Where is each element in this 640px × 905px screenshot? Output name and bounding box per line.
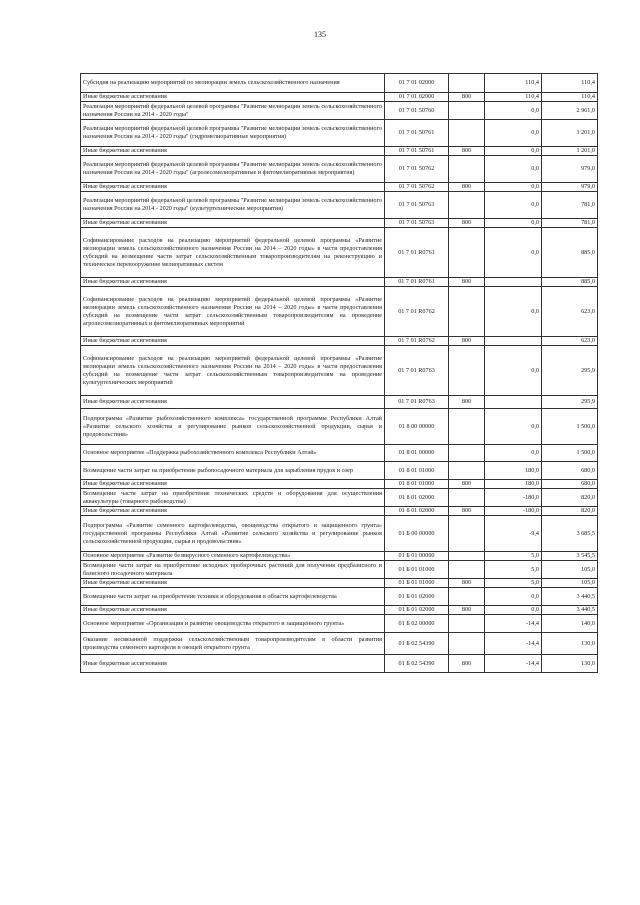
table-row — [81, 74, 598, 93]
row-amount-change: 180,0 — [485, 480, 542, 489]
row-code: 01 Б 02 54390 — [385, 655, 449, 673]
row-code: 01 7 01 02000 — [385, 74, 449, 93]
row-expense-type — [449, 74, 485, 93]
row-amount-total: 3 440,5 — [542, 588, 598, 606]
row-amount-change — [485, 337, 542, 346]
row-description: Софинансирование расходов на реализацию мероприятий федеральной целевой программы «Развитие мелиорации земель сельскохозяйственного назначения России на 2014 – 2020 годы» в части предоставления субсидий на возмещение части затрат сельскохозяйственным товаропроизводителям на проведение культуртехнических мероприятий — [81, 346, 385, 396]
row-code: 01 8 01 00000 — [385, 445, 449, 462]
row-amount-total: 1 500,0 — [542, 409, 598, 445]
row-amount-total: 295,9 — [542, 396, 598, 409]
row-amount-change: -9,4 — [485, 516, 542, 552]
table-row — [81, 183, 598, 192]
table-row — [81, 278, 598, 287]
row-amount-change: 110,4 — [485, 74, 542, 93]
table-row — [81, 219, 598, 228]
row-description: Иные бюджетные ассигнования — [81, 655, 385, 673]
row-amount-change: 5,0 — [485, 552, 542, 561]
row-amount-change: 0,0 — [485, 147, 542, 156]
row-amount-change: -180,0 — [485, 489, 542, 507]
row-description: Субсидия на реализацию мероприятий по мелиорации земель сельскохозяйственного назначения — [81, 74, 385, 93]
row-description: Иные бюджетные ассигнования — [81, 507, 385, 516]
row-amount-total: 1 500,0 — [542, 445, 598, 462]
row-code: 01 Б 01 01000 — [385, 579, 449, 588]
row-amount-total: 105,0 — [542, 561, 598, 579]
row-amount-total: 1 201,0 — [542, 120, 598, 147]
row-amount-change: -180,0 — [485, 507, 542, 516]
row-code: 01 7 01 R0763 — [385, 396, 449, 409]
table-row — [81, 346, 598, 396]
table-row — [81, 579, 598, 588]
table-row — [81, 396, 598, 409]
row-code: 01 7 01 R0761 — [385, 228, 449, 278]
table-row — [81, 93, 598, 102]
row-code: 01 7 01 02000 — [385, 93, 449, 102]
row-expense-type — [449, 561, 485, 579]
row-amount-change: 180,0 — [485, 462, 542, 480]
budget-table-body — [81, 74, 598, 673]
row-amount-change: 0,0 — [485, 156, 542, 183]
row-description: Софинансирование расходов на реализацию мероприятий федеральной целевой программы «Развитие мелиорации земель сельскохозяйственного назначения России на 2014 – 2020 годы» в части предоставления субсидий на возмещение части затрат сельскохозяйственным товаропроизводителям на реконструкцию и техническое перевооружение мелиоративных систем — [81, 228, 385, 278]
table-row — [81, 606, 598, 615]
row-code: 01 7 01 R0762 — [385, 287, 449, 337]
row-code: 01 Б 01 00000 — [385, 552, 449, 561]
row-description: Подпрограмма «Развитие семенного картофелеводства, овощеводства открытого и защищенного грунта» государственной программы Республики Алтай «Развитие сельского хозяйства и регулирование рынков сельскохозяйственной продукции, сырья и продовольствия» — [81, 516, 385, 552]
row-amount-total: 885,0 — [542, 228, 598, 278]
row-code: 01 8 01 01000 — [385, 480, 449, 489]
row-code: 01 Б 01 02000 — [385, 588, 449, 606]
row-amount-total: 3 440,5 — [542, 606, 598, 615]
table-row — [81, 489, 598, 507]
row-code: 01 Б 01 02000 — [385, 606, 449, 615]
row-amount-change: 0,0 — [485, 228, 542, 278]
row-description: Реализация мероприятий федеральной целевой программы "Развитие мелиорации земель сельскохозяйственного назначения России на 2014 - 2020 годы" (гидромелиоративные мероприятия) — [81, 120, 385, 147]
table-row — [81, 462, 598, 480]
row-code: 01 Б 02 00000 — [385, 615, 449, 633]
row-expense-type — [449, 588, 485, 606]
row-expense-type: 800 — [449, 147, 485, 156]
row-expense-type — [449, 445, 485, 462]
row-amount-total: 105,0 — [542, 579, 598, 588]
row-amount-total: 680,0 — [542, 462, 598, 480]
row-amount-change: 5,0 — [485, 579, 542, 588]
row-expense-type: 800 — [449, 507, 485, 516]
row-expense-type: 800 — [449, 579, 485, 588]
row-amount-total: 110,4 — [542, 74, 598, 93]
row-amount-change: 0,0 — [485, 183, 542, 192]
row-amount-change: -14,4 — [485, 633, 542, 655]
row-description: Иные бюджетные ассигнования — [81, 219, 385, 228]
table-row — [81, 192, 598, 219]
row-amount-total: 1 201,0 — [542, 147, 598, 156]
row-description: Основное мероприятие «Поддержка рыбохозяйственного комплекса Республики Алтай» — [81, 445, 385, 462]
row-amount-total: 820,0 — [542, 507, 598, 516]
row-amount-total: 979,0 — [542, 156, 598, 183]
row-amount-total: 680,0 — [542, 480, 598, 489]
row-amount-total: 885,0 — [542, 278, 598, 287]
row-amount-change: 0,0 — [485, 606, 542, 615]
row-expense-type: 800 — [449, 655, 485, 673]
budget-table — [80, 73, 598, 673]
table-row — [81, 516, 598, 552]
row-amount-total: 140,0 — [542, 615, 598, 633]
row-expense-type — [449, 552, 485, 561]
row-amount-total: 979,0 — [542, 183, 598, 192]
row-code: 01 7 01 R0761 — [385, 278, 449, 287]
row-expense-type — [449, 228, 485, 278]
row-amount-change: 0,0 — [485, 192, 542, 219]
row-code: 01 7 01 50761 — [385, 147, 449, 156]
row-description: Иные бюджетные ассигнования — [81, 480, 385, 489]
row-code: 01 7 01 50760 — [385, 102, 449, 120]
row-amount-total: 2 961,0 — [542, 102, 598, 120]
row-code: 01 8 01 02000 — [385, 507, 449, 516]
table-row — [81, 507, 598, 516]
row-description: Софинансирование расходов на реализацию мероприятий федеральной целевой программы «Развитие мелиорации земель сельскохозяйственного назначения России на 2014 – 2020 годы» в части предоставления субсидий на возмещение части затрат сельскохозяйственным товаропроизводителям на проведение агролесомелиоративных и фитомелиоративных мероприятий — [81, 287, 385, 337]
row-amount-total: 781,0 — [542, 192, 598, 219]
row-expense-type — [449, 156, 485, 183]
row-expense-type — [449, 409, 485, 445]
row-code: 01 8 01 02000 — [385, 489, 449, 507]
row-amount-total: 820,0 — [542, 489, 598, 507]
row-amount-total: 781,0 — [542, 219, 598, 228]
row-expense-type: 800 — [449, 396, 485, 409]
row-description: Основное мероприятие «Развитие безвирусного семенного картофелеводства» — [81, 552, 385, 561]
row-expense-type — [449, 462, 485, 480]
row-description: Оказание несвязанной поддержки сельскохозяйственным товаропроизводителям в области развития производства семенного картофеля и овощей открытого грунта — [81, 633, 385, 655]
table-row — [81, 445, 598, 462]
row-description: Иные бюджетные ассигнования — [81, 278, 385, 287]
row-description: Возмещение части затрат на приобретение рыбопосадочного материала для зарыбления прудов и озер — [81, 462, 385, 480]
row-amount-change: 0,0 — [485, 287, 542, 337]
row-amount-change: 0,0 — [485, 588, 542, 606]
row-code: 01 7 01 50763 — [385, 219, 449, 228]
row-amount-change — [485, 278, 542, 287]
row-amount-total: 295,9 — [542, 346, 598, 396]
row-amount-change: 0,0 — [485, 409, 542, 445]
row-expense-type — [449, 102, 485, 120]
row-expense-type — [449, 489, 485, 507]
row-amount-total: 623,0 — [542, 337, 598, 346]
row-description: Подпрограмма «Развитие рыбохозяйственного комплекса» государственной программы Республики Алтай «Развитие сельского хозяйства и регулирование рынков сельскохозяйственной продукции, сырья и продовольствия» — [81, 409, 385, 445]
row-code: 01 7 01 50762 — [385, 156, 449, 183]
row-amount-change: 0,0 — [485, 346, 542, 396]
row-expense-type — [449, 633, 485, 655]
row-expense-type: 800 — [449, 337, 485, 346]
row-description: Основное мероприятие «Организация и развитие овощеводства открытого и защищенного грунта» — [81, 615, 385, 633]
row-amount-change: -14,4 — [485, 615, 542, 633]
row-expense-type — [449, 120, 485, 147]
table-row — [81, 156, 598, 183]
row-code: 01 Б 00 00000 — [385, 516, 449, 552]
row-description: Иные бюджетные ассигнования — [81, 396, 385, 409]
table-row — [81, 147, 598, 156]
row-description: Возмещение части затрат на приобретение технических средств и оборудования для осуществления аквакультуры (товарного рыбоводства) — [81, 489, 385, 507]
row-code: 01 7 01 R0762 — [385, 337, 449, 346]
row-expense-type: 800 — [449, 278, 485, 287]
row-description: Иные бюджетные ассигнования — [81, 337, 385, 346]
page-number: 135 — [314, 30, 326, 39]
row-code: 01 7 01 50763 — [385, 192, 449, 219]
row-code: 01 8 00 00000 — [385, 409, 449, 445]
table-row — [81, 102, 598, 120]
row-amount-change: 0,0 — [485, 219, 542, 228]
table-row — [81, 615, 598, 633]
row-expense-type — [449, 192, 485, 219]
row-amount-change — [485, 396, 542, 409]
row-description: Возмещение части затрат на приобретение техники и оборудования в области картофелеводства — [81, 588, 385, 606]
row-amount-change: 0,0 — [485, 102, 542, 120]
row-description: Иные бюджетные ассигнования — [81, 93, 385, 102]
row-amount-change: -14,4 — [485, 655, 542, 673]
row-description: Реализация мероприятий федеральной целевой программы "Развитие мелиорации земель сельскохозяйственного назначения России на 2014 - 2020 годы" (культуртехнические мероприятия) — [81, 192, 385, 219]
table-row — [81, 480, 598, 489]
row-expense-type — [449, 346, 485, 396]
row-amount-change: 0,0 — [485, 445, 542, 462]
table-row — [81, 120, 598, 147]
table-row — [81, 337, 598, 346]
row-expense-type: 800 — [449, 93, 485, 102]
row-amount-change: 5,0 — [485, 561, 542, 579]
row-amount-total: 3 685,5 — [542, 516, 598, 552]
row-amount-total: 623,0 — [542, 287, 598, 337]
row-amount-total: 130,0 — [542, 655, 598, 673]
table-row — [81, 409, 598, 445]
row-code: 01 8 01 01000 — [385, 462, 449, 480]
row-code: 01 Б 01 01000 — [385, 561, 449, 579]
row-description: Реализация мероприятий федеральной целевой программы "Развитие мелиорации земель сельскохозяйственного назначения России на 2014 - 2020 годы" — [81, 102, 385, 120]
row-expense-type: 800 — [449, 183, 485, 192]
table-row — [81, 655, 598, 673]
row-amount-change: 110,4 — [485, 93, 542, 102]
row-code: 01 7 01 R0763 — [385, 346, 449, 396]
row-description: Иные бюджетные ассигнования — [81, 183, 385, 192]
row-description: Реализация мероприятий федеральной целевой программы "Развитие мелиорации земель сельскохозяйственного назначения России на 2014 - 2020 годы" (агролесомелиоративные и фитомелиоративные мероприятия) — [81, 156, 385, 183]
table-row — [81, 287, 598, 337]
row-expense-type — [449, 615, 485, 633]
row-expense-type — [449, 516, 485, 552]
row-description: Возмещение части затрат на приобретение исходных пробирочных растений для получения предбазисного и базисного посадочного материала — [81, 561, 385, 579]
row-expense-type: 800 — [449, 480, 485, 489]
row-code: 01 7 01 50761 — [385, 120, 449, 147]
row-expense-type: 800 — [449, 219, 485, 228]
row-description: Иные бюджетные ассигнования — [81, 606, 385, 615]
table-row — [81, 633, 598, 655]
row-expense-type — [449, 287, 485, 337]
row-description: Иные бюджетные ассигнования — [81, 147, 385, 156]
table-row — [81, 561, 598, 579]
row-amount-total: 3 545,5 — [542, 552, 598, 561]
row-code: 01 7 01 50762 — [385, 183, 449, 192]
table-row — [81, 588, 598, 606]
row-description: Иные бюджетные ассигнования — [81, 579, 385, 588]
row-amount-total: 130,0 — [542, 633, 598, 655]
table-row — [81, 228, 598, 278]
row-expense-type: 800 — [449, 606, 485, 615]
row-code: 01 Б 02 54390 — [385, 633, 449, 655]
row-amount-change: 0,0 — [485, 120, 542, 147]
table-row — [81, 552, 598, 561]
row-amount-total: 110,4 — [542, 93, 598, 102]
